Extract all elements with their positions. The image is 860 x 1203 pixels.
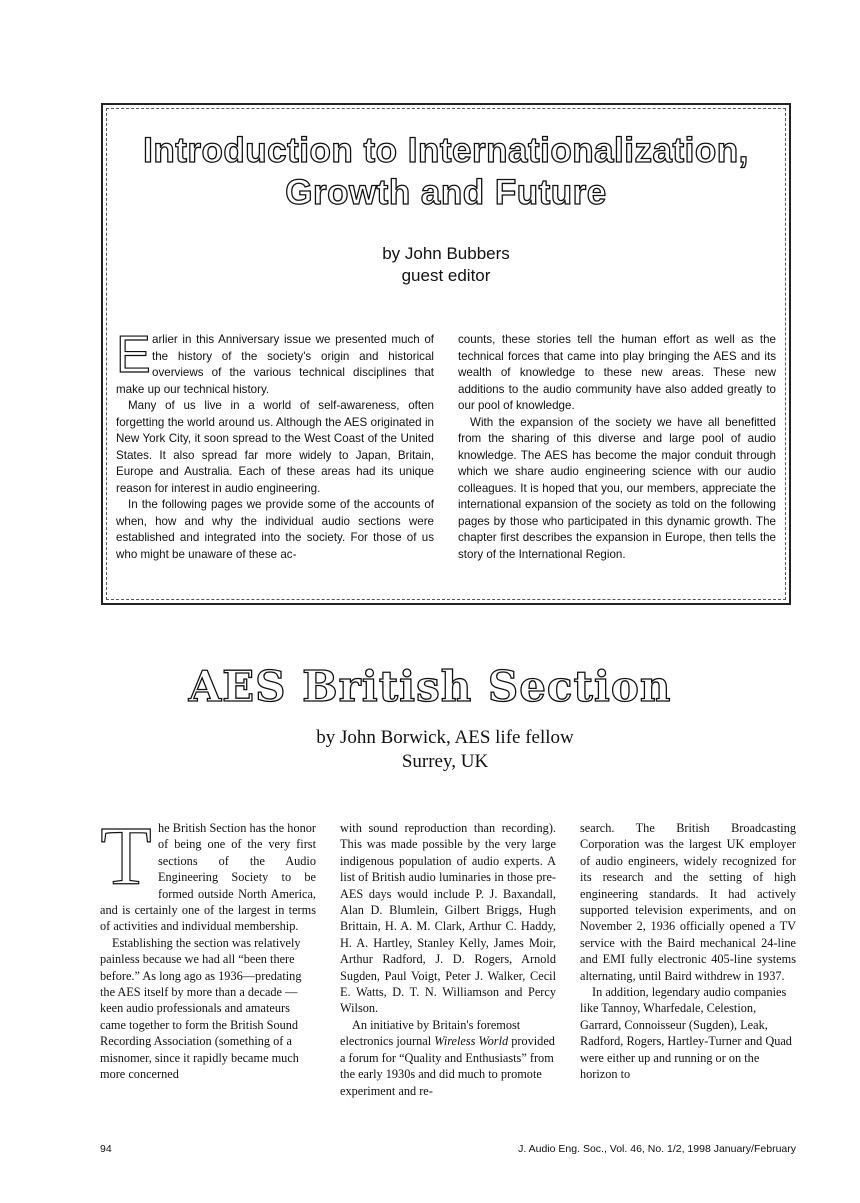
british-column-1 xyxy=(100,810,316,1083)
british-author-location: Surrey, UK xyxy=(401,751,489,772)
intro-paragraph: With the expansion of the society we have all benefitted from the sharing of this diverse and large pool of audio knowledge. The AES has become the major conduit through which we share audio engineering science with our audio colleagues. It is hoped that you, our members, appreciate the international expansion of the society as told on the following pages by those who participated in this dynamic growth. The chapter first describes the expansion in Europe, then tells the story of the International Region. xyxy=(458,415,776,561)
british-paragraph: with sound reproduction than recording). This was made possible by the very large indigenous population of audio experts. A list of British audio luminaries in those pre-AES days would include P. J. Baxandall, Alan D. Blumlein, Gilbert Briggs, Hugh Brittain, H. A. M. Clark, Arthur C. Haddy, H. A. Hartley, Stanley Kelly, James Moir, Arthur Radford, J. D. Rogers, Arnold Sugden, Paul Voigt, Peter J. Walker, Cecil E. Watts, D. T. N. Williamson and Percy Wilson. xyxy=(340,821,556,1016)
intro-title-line1: Introduction to Internationalization, xyxy=(143,131,749,170)
intro-paragraph: Many of us live in a world of self-awareness, often forgetting the world around us. Although the AES originated in New York City, it soon spread to the West Coast of the United States. It also spread far more widely to Japan, Britain, Europe and Australia. Each of these areas had its unique reason for interest in audio engineering. xyxy=(116,399,434,495)
british-author: by John Borwick, AES life fellow xyxy=(316,727,574,748)
british-paragraph: In addition, legendary audio companies like Tannoy, Wharfedale, Celestion, Garrard, Connoisseur (Sugden), Leak, Radford, Rogers, Hartley-Turner and Quad were either up and running or on the horizon to xyxy=(580,985,792,1082)
intro-dropcap: E xyxy=(116,326,151,384)
british-paragraph: search. The British Broadcasting Corporation was the largest UK employer of audio engineers, widely recognized for its research and the setting of high engineering standards. It had actively supported television experiments, and on November 2, 1936 officially opened a TV service with the Baird mechanical 24-line and EMI fully electronic 405-line systems alternating, until Baird withdrew in 1937. xyxy=(580,821,796,983)
intro-column-1 xyxy=(116,326,434,563)
british-section-title: AES British Section xyxy=(188,662,672,711)
british-paragraph: The British Section has the honor of being one of the very first sections of the Audio Engineering Society to be formed outside North America, and is certainly one of the largest in terms of activities and individual membership. xyxy=(100,810,316,934)
journal-citation: J. Audio Eng. Soc., Vol. 46, No. 1/2, 1998 January/February xyxy=(518,1143,796,1155)
intro-byline xyxy=(101,243,791,287)
british-column-2 xyxy=(340,820,556,1099)
british-byline xyxy=(0,726,860,774)
british-paragraph: An initiative by Britain's foremost electronics journal Wireless World provided a forum for “Quality and Enthusiasts” from the early 1930s and did much to promote experiment and re- xyxy=(340,1017,555,1098)
journal-title: Wireless World xyxy=(434,1034,509,1049)
british-paragraph: Establishing the section was relatively painless because we had all “been there before.” As long ago as 1936—predating the AES itself by more than a decade — keen audio professionals and amateurs came together to form the British Sound Recording Association (something of a misnomer, since it rapidly became much more concerned xyxy=(100,935,302,1082)
page-number: 94 xyxy=(100,1143,112,1155)
intro-paragraph: Earlier in this Anniversary issue we presented much of the history of the society's origin and historical overviews of the various technical disciplines that make up our technical history. xyxy=(116,326,434,396)
intro-paragraph: In the following pages we provide some of the accounts of when, how and why the individual audio sections were established and integrated into the society. For those of us who might be unaware of these ac- xyxy=(116,498,434,561)
british-column-3 xyxy=(580,820,796,1083)
intro-title-line2: Growth and Future xyxy=(285,173,607,212)
intro-title xyxy=(101,130,791,214)
intro-author: by John Bubbers xyxy=(382,244,510,263)
intro-author-role: guest editor xyxy=(401,266,491,285)
intro-column-2 xyxy=(458,332,776,563)
british-dropcap: T xyxy=(100,810,152,903)
intro-paragraph: counts, these stories tell the human effort as well as the technical forces that came into play bringing the AES and its wealth of knowledge to these new areas. These new additions to the audio community have also added greatly to our pool of knowledge. xyxy=(458,333,776,412)
